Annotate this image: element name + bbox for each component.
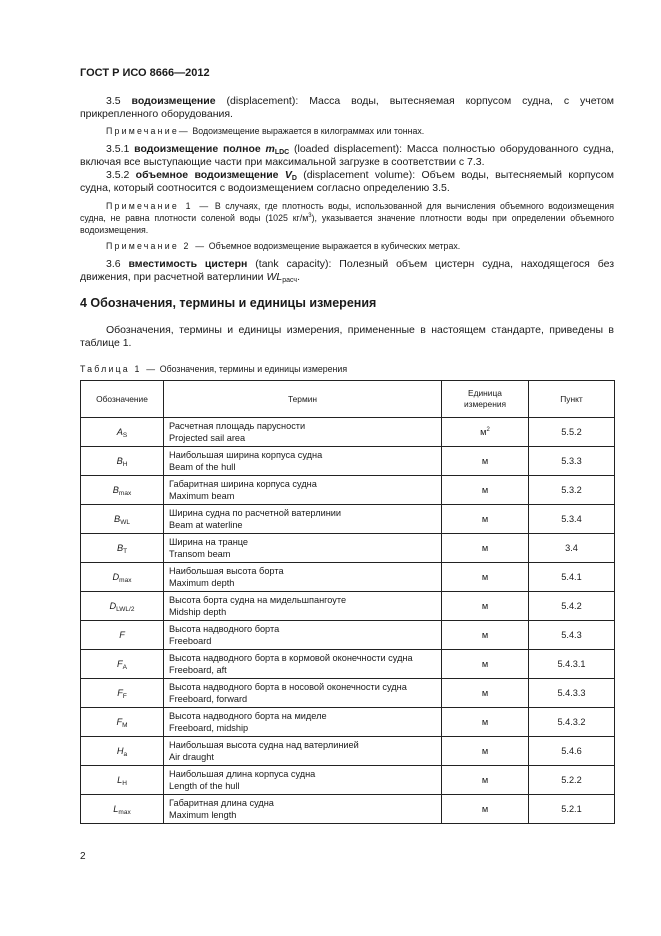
symbol-cell: $D_{max}$ <box>81 563 164 592</box>
symbol-cell: $B_T$ <box>81 534 164 563</box>
unit-cell: м <box>442 708 529 737</box>
note-sup: 3 <box>308 213 312 219</box>
symbol-cell: $A_S$ <box>81 418 164 447</box>
symbol-cell: $F_A$ <box>81 650 164 679</box>
symbols-table <box>80 380 615 824</box>
term-cell <box>164 766 442 795</box>
term-ru: Ширина судна по расчетной ватерлинии <box>169 508 342 518</box>
symbol-cell: $H_a$ <box>81 737 164 766</box>
table-row <box>81 766 615 795</box>
term-ru: объемное водоизмещение <box>135 169 279 181</box>
term-ru: Высота борта судна на мидельшпангоуте <box>169 595 347 605</box>
term-en: Length of the hull <box>169 781 240 791</box>
unit-cell: м <box>442 447 529 476</box>
clause-cell: 5.4.1 <box>529 563 615 592</box>
term-ru: Наибольшая высота судна над ватерлинией <box>169 740 359 750</box>
term-en: Beam of the hull <box>169 462 236 472</box>
symbol: $m_{LDC}$ <box>265 143 290 156</box>
term-ru: водоизмещение полное <box>134 143 261 155</box>
header-term: Термин <box>164 381 442 418</box>
term-cell <box>164 505 442 534</box>
term-cell <box>164 563 442 592</box>
term-cell <box>164 708 442 737</box>
table-row <box>81 592 615 621</box>
term-en: (tank capacity): <box>255 258 332 270</box>
symbol-cell: $B_H$ <box>81 447 164 476</box>
term-ru: Высота надводного борта <box>169 624 280 634</box>
symbol-cell: $D_{LWL/2}$ <box>81 592 164 621</box>
unit-cell: м <box>442 621 529 650</box>
section-4-intro: Обозначения, термины и единицы измерения, примененные в настоящем стандарте, приведены в таблице 1. <box>80 324 614 349</box>
header-symbol: Обозначение <box>81 381 164 418</box>
clause-cell: 5.4.3.1 <box>529 650 615 679</box>
clause-cell: 5.3.2 <box>529 476 615 505</box>
unit-cell: $м^2$ <box>442 418 529 447</box>
term-en: Midship depth <box>169 607 227 617</box>
header-clause: Пункт <box>529 381 615 418</box>
term-en: (loaded displacement): <box>294 143 403 155</box>
clause-cell: 5.3.3 <box>529 447 615 476</box>
table-row <box>81 418 615 447</box>
term-cell <box>164 534 442 563</box>
term-ru: Высота надводного борта в носовой оконечности судна <box>169 682 407 692</box>
clause-number: 3.5 <box>106 95 121 107</box>
document-header: ГОСТ Р ИСО 8666—2012 <box>80 67 210 79</box>
term-cell <box>164 679 442 708</box>
term-cell <box>164 650 442 679</box>
term-ru: Расчетная площадь парусности <box>169 421 306 431</box>
definition-text: Масса полностью оборудованного судна, включая все выступающие части при максимальной загрузке в соответствии с 7.3. <box>80 143 614 168</box>
note-text: Объемное водоизмещение выражается в кубических метрах. <box>208 241 461 251</box>
table-row <box>81 708 615 737</box>
table-row <box>81 505 615 534</box>
symbol: $WL_{расч}$ <box>266 271 298 284</box>
definition-text: Масса воды, вытесняемая корпусом судна, с учетом прикрепленного оборудования. <box>80 95 615 120</box>
table-caption: Таблица 1 — Обозначения, термины и единицы измерения <box>80 364 348 374</box>
clause-cell: 5.4.3.2 <box>529 708 615 737</box>
clause-cell: 5.2.2 <box>529 766 615 795</box>
clause-cell: 3.4 <box>529 534 615 563</box>
note-3-5 <box>80 125 614 137</box>
term-en: Freeboard, forward <box>169 694 248 704</box>
table-row <box>81 563 615 592</box>
table-row <box>81 621 615 650</box>
definition-3-5 <box>80 95 614 121</box>
table-row <box>81 679 615 708</box>
unit-cell: м <box>442 679 529 708</box>
note-text-b: ), указывается значение плотности воды при определении объемного водоизмещения. <box>80 213 614 235</box>
note-label: Примечание— <box>106 126 190 136</box>
term-en: Maximum length <box>169 810 237 820</box>
table-row <box>81 737 615 766</box>
term-en: Freeboard, midship <box>169 723 249 733</box>
table-header-row <box>81 381 615 418</box>
definition-text: Объем воды, вытесняемый корпусом судна, который соотносится с водоизмещением согласно определению 3.5. <box>80 169 614 194</box>
term-en: Beam at waterline <box>169 520 243 530</box>
unit-cell: м <box>442 505 529 534</box>
unit-cell: м <box>442 592 529 621</box>
clause-number: 3.5.2 <box>106 169 130 181</box>
symbol-cell: $B_{WL}$ <box>81 505 164 534</box>
term-en: Transom beam <box>169 549 231 559</box>
term-en: Freeboard, aft <box>169 665 227 675</box>
clause-cell: 5.4.6 <box>529 737 615 766</box>
term-en: Maximum depth <box>169 578 235 588</box>
note-2 <box>80 240 614 252</box>
term-ru: Наибольшая длина корпуса судна <box>169 769 316 779</box>
note-text-a: В случаях, где плотность воды, использованной для вычисления объемного водоизмещения судна, не равна плотности соленой воды (1025 кг/м <box>80 201 615 223</box>
symbol-cell: $F_F$ <box>81 679 164 708</box>
term-en: Projected sail area <box>169 433 246 443</box>
unit-cell: м <box>442 737 529 766</box>
term-cell <box>164 447 442 476</box>
term-cell <box>164 621 442 650</box>
unit-cell: м <box>442 563 529 592</box>
unit-cell: м <box>442 534 529 563</box>
clause-number: 3.5.1 <box>106 143 130 155</box>
term-cell <box>164 476 442 505</box>
table-row <box>81 650 615 679</box>
table-row <box>81 476 615 505</box>
header-unit: Единица измерения <box>442 381 529 418</box>
term-en: Air draught <box>169 752 214 762</box>
term-ru: Ширина на транце <box>169 537 249 547</box>
symbol-cell: $L_H$ <box>81 766 164 795</box>
table-row <box>81 447 615 476</box>
section-4-title: 4 Обозначения, термины и единицы измерения <box>80 296 377 310</box>
term-ru: Наибольшая ширина корпуса судна <box>169 450 323 460</box>
clause-cell: 5.4.2 <box>529 592 615 621</box>
term-cell <box>164 795 442 824</box>
table-row <box>81 795 615 824</box>
symbol-cell: $L_{max}$ <box>81 795 164 824</box>
term-ru: Габаритная длина судна <box>169 798 274 808</box>
term-cell <box>164 418 442 447</box>
clause-cell: 5.3.4 <box>529 505 615 534</box>
symbol-cell: $B_{max}$ <box>81 476 164 505</box>
clause-cell: 5.4.3 <box>529 621 615 650</box>
definition-3-5-2 <box>80 169 614 195</box>
term-cell <box>164 592 442 621</box>
term-ru: Высота надводного борта на миделе <box>169 711 327 721</box>
clause-cell: 5.4.3.3 <box>529 679 615 708</box>
term-cell <box>164 737 442 766</box>
term-en: Freeboard <box>169 636 212 646</box>
symbol: $V_D$ <box>284 169 297 182</box>
unit-cell: м <box>442 795 529 824</box>
term-en: (displacement volume): <box>303 169 416 181</box>
term-en: (displacement): <box>226 95 299 107</box>
note-label: Примечание 1 — <box>106 201 211 211</box>
definition-3-5-1 <box>80 143 614 169</box>
term-ru: Наибольшая высота борта <box>169 566 284 576</box>
definition-text: Полезный объем цистерн судна, находящегося без движения, при расчетной ватерлинии <box>80 258 615 283</box>
clause-number: 3.6 <box>106 258 121 270</box>
unit-cell: м <box>442 476 529 505</box>
term-ru: водоизмещение <box>131 95 216 107</box>
unit-cell: м <box>442 766 529 795</box>
definition-3-6: 3.6 вместимость цистерн (tank capacity): Полезный объем цистерн судна, находящегося без движения, при расчетной ватерлинии $WL_{расч}$. <box>80 258 615 284</box>
clause-cell: 5.2.1 <box>529 795 615 824</box>
note-label: Примечание 2 — <box>106 241 207 251</box>
note-1 <box>80 200 614 236</box>
term-en: Maximum beam <box>169 491 235 501</box>
symbol-cell: F <box>81 621 164 650</box>
page-number: 2 <box>80 851 86 862</box>
term-ru: Габаритная ширина корпуса судна <box>169 479 317 489</box>
symbol-cell: $F_M$ <box>81 708 164 737</box>
table-row <box>81 534 615 563</box>
term-ru: вместимость цистерн <box>128 258 248 270</box>
note-text: Водоизмещение выражается в килограммах или тоннах. <box>192 126 425 136</box>
unit-cell: м <box>442 650 529 679</box>
clause-cell: 5.5.2 <box>529 418 615 447</box>
term-ru: Высота надводного борта в кормовой оконечности судна <box>169 653 413 663</box>
